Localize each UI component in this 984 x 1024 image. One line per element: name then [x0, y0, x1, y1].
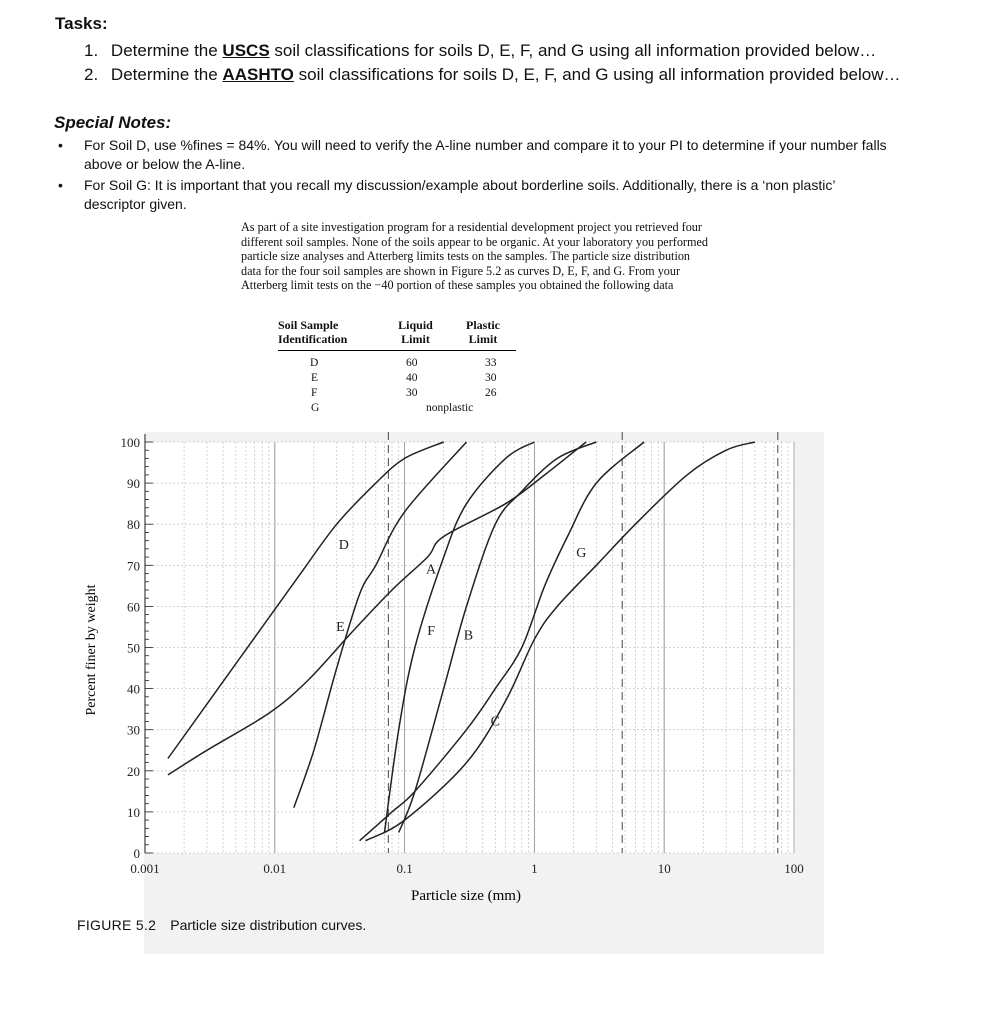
- note-line: For Soil D, use %fines = 84%. You will need to verify the A-line number and compare it to your PI to determine if your number falls: [84, 137, 887, 153]
- table-cell-pl: 26: [485, 387, 497, 399]
- figure-label: FIGURE 5.2: [77, 917, 157, 933]
- bullet-icon: •: [58, 177, 63, 193]
- figure-caption: [77, 917, 366, 933]
- problem-line: different soil samples. None of the soils appear to be organic. At your laboratory you performed: [241, 234, 708, 249]
- x-tick-label: 0.01: [263, 861, 287, 876]
- y-tick-label: 70: [127, 558, 140, 574]
- y-tick-label: 60: [127, 599, 140, 615]
- note-line: For Soil G: It is important that you recall my discussion/example about borderline soils. Additionally, there is a ‘non plastic’: [84, 177, 836, 193]
- x-tick-label: 100: [784, 861, 804, 876]
- tasks-heading: Tasks:: [55, 14, 108, 33]
- notes-heading: Special Notes:: [54, 113, 172, 132]
- table-cell-ll: 60: [406, 357, 418, 369]
- curve-label-b: B: [463, 628, 474, 644]
- y-tick-label: 100: [120, 435, 140, 450]
- task-text: soil classifications for soils D, E, F, and G using all information provided below…: [293, 65, 901, 84]
- note-line: above or below the A-line.: [84, 156, 246, 172]
- curve-label-g: G: [576, 546, 587, 562]
- x-tick-label: 10: [657, 861, 671, 876]
- table-cell-ll: 40: [406, 372, 418, 384]
- curve-label-a: A: [426, 562, 437, 578]
- y-tick-label: 10: [127, 804, 140, 820]
- curve-label-f: F: [427, 624, 435, 640]
- table-cell-id: D: [310, 357, 319, 369]
- y-tick-label: 90: [127, 476, 140, 492]
- note-line: descriptor given.: [84, 196, 187, 212]
- y-tick-label: 50: [127, 640, 140, 656]
- curve-label-d: D: [338, 537, 349, 553]
- x-tick-label: 1: [531, 861, 538, 876]
- curve-label-c: C: [490, 714, 500, 730]
- y-tick-label: 40: [127, 681, 140, 697]
- problem-line: As part of a site investigation program for a residential development project you retrieved four: [241, 220, 702, 234]
- table-cell-pl: 30: [485, 372, 497, 384]
- y-tick-label: 20: [127, 763, 140, 779]
- x-tick-label: 0.001: [130, 861, 160, 876]
- problem-line: particle size analyses and Atterberg limits tests on the samples. The particle size distribution: [241, 249, 691, 264]
- header-line: Limit: [401, 332, 430, 346]
- y-tick-label: 80: [127, 517, 140, 533]
- table-cell-id: G: [311, 402, 320, 414]
- header-line: Liquid: [398, 318, 433, 332]
- table-cell-pl: 33: [485, 357, 497, 369]
- aashto-term: AASHTO: [222, 65, 294, 84]
- task-number: 1.: [84, 41, 99, 60]
- uscs-term: USCS: [222, 41, 270, 60]
- table-cell-note: nonplastic: [426, 402, 474, 414]
- header-line: Limit: [468, 332, 498, 346]
- header-line: Soil Sample: [278, 318, 339, 332]
- problem-line: Atterberg limit tests on the −40 portion of these samples you obtained the following data: [241, 278, 674, 293]
- task-text: Determine the: [110, 41, 223, 60]
- table-cell-ll: 30: [406, 387, 418, 399]
- task-number: 2.: [84, 65, 99, 84]
- header-line: Plastic: [466, 318, 500, 332]
- y-tick-label: 0: [133, 846, 140, 861]
- table-cell-id: F: [311, 387, 318, 399]
- table-cell-id: E: [311, 372, 319, 384]
- header-line: Identification: [278, 332, 348, 346]
- figure-caption-text: Particle size distribution curves.: [170, 917, 367, 933]
- x-tick-label: 0.1: [396, 861, 413, 876]
- problem-line: data for the four soil samples are shown in Figure 5.2 as curves D, E, F, and G. From your: [241, 263, 681, 278]
- bullet-icon: •: [58, 137, 63, 153]
- y-axis-label: Percent finer by weight: [84, 584, 99, 716]
- x-axis-label: Particle size (mm): [411, 888, 521, 904]
- task-text: Determine the: [110, 65, 223, 84]
- y-tick-label: 30: [127, 722, 140, 738]
- task-text: soil classifications for soils D, E, F, and G using all information provided below…: [269, 41, 877, 60]
- curve-label-e: E: [336, 620, 345, 636]
